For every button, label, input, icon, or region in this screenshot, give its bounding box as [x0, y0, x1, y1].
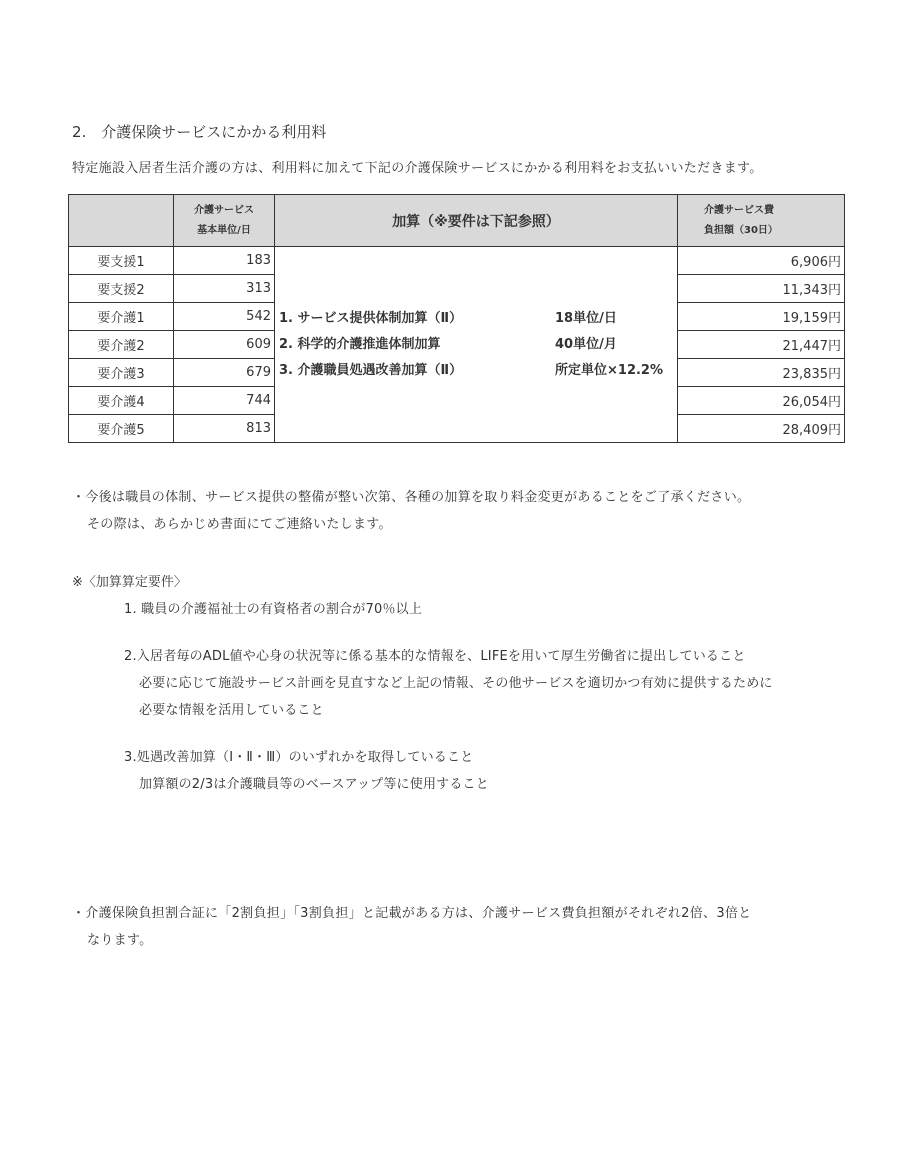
fee-table — [68, 194, 845, 443]
care-level: 要介護5 — [69, 415, 174, 443]
requirement-line: 加算額の2/3は介護職員等のベースアップ等に使用すること — [139, 777, 489, 792]
header-base-units-line1: 介護サービス — [194, 204, 254, 216]
header-kasan: 加算（※要件は下記参照） — [275, 195, 678, 247]
requirement-line: 必要に応じて施設サービス計画を見直すなど上記の情報、その他サービスを適切かつ有効に提供するために — [139, 676, 773, 691]
kasan-unit: 40単位/月 — [555, 336, 617, 352]
care-level: 要支援2 — [69, 275, 174, 303]
table-header-row — [69, 195, 845, 247]
intro-text: 特定施設入居者生活介護の方は、利用料に加えて下記の介護保険サービスにかかる利用料をお支払いいただきます。 — [72, 161, 763, 176]
kasan-list — [275, 247, 678, 443]
requirement-line: 2.入居者毎のADL値や心身の状況等に係る基本的な情報を、LIFEを用いて厚生労働省に提出していること — [124, 649, 746, 664]
burden-ratio-note: ・介護保険負担割合証に「2割負担」「3割負担」と記載がある方は、介護サービス費負担額がそれぞれ2倍、3倍と — [72, 906, 752, 921]
header-base-units-line2: 基本単位/日 — [197, 224, 251, 236]
base-units: 679 — [174, 359, 275, 387]
care-level: 要介護1 — [69, 303, 174, 331]
requirement-line: 3.処遇改善加算（Ⅰ・Ⅱ・Ⅲ）のいずれかを取得していること — [124, 750, 474, 765]
kasan-unit: 所定単位×12.2% — [555, 362, 663, 378]
base-units: 183 — [174, 247, 275, 275]
cost-amount: 23,835円 — [678, 359, 845, 387]
header-cost-line1: 介護サービス費 — [704, 204, 774, 216]
change-notice-cont: その際は、あらかじめ書面にてご連絡いたします。 — [87, 517, 392, 532]
requirements-title: ※〈加算算定要件〉 — [72, 575, 187, 590]
kasan-item — [279, 306, 677, 332]
header-cost — [678, 195, 845, 247]
kasan-name: 3. 介護職員処遇改善加算（Ⅱ） — [279, 362, 463, 378]
requirement-line: 1. 職員の介護福祉士の有資格者の割合が70％以上 — [124, 602, 423, 617]
cost-amount: 21,447円 — [678, 331, 845, 359]
requirement-line: 必要な情報を活用していること — [139, 703, 324, 718]
kasan-unit: 18単位/日 — [555, 310, 617, 326]
base-units: 813 — [174, 415, 275, 443]
header-base-units — [174, 195, 275, 247]
base-units: 609 — [174, 331, 275, 359]
change-notice: ・今後は職員の体制、サービス提供の整備が整い次第、各種の加算を取り料金変更があることをご了承ください。 — [72, 490, 751, 505]
base-units: 542 — [174, 303, 275, 331]
cost-amount: 19,159円 — [678, 303, 845, 331]
cost-amount: 28,409円 — [678, 415, 845, 443]
cost-amount: 26,054円 — [678, 387, 845, 415]
header-cost-line2: 負担額（30日） — [704, 224, 778, 236]
table-row — [69, 247, 845, 275]
kasan-item — [279, 332, 677, 358]
care-level: 要介護4 — [69, 387, 174, 415]
care-level: 要支援1 — [69, 247, 174, 275]
cost-amount: 6,906円 — [678, 247, 845, 275]
care-level: 要介護2 — [69, 331, 174, 359]
kasan-name: 1. サービス提供体制加算（Ⅱ） — [279, 310, 463, 326]
section-heading: 2. 介護保険サービスにかかる利用料 — [72, 123, 327, 141]
care-level: 要介護3 — [69, 359, 174, 387]
cost-amount: 11,343円 — [678, 275, 845, 303]
base-units: 313 — [174, 275, 275, 303]
kasan-name: 2. 科学的介護推進体制加算 — [279, 336, 441, 352]
header-level — [69, 195, 174, 247]
base-units: 744 — [174, 387, 275, 415]
burden-ratio-note-cont: なります。 — [87, 933, 153, 948]
kasan-item — [279, 358, 677, 384]
